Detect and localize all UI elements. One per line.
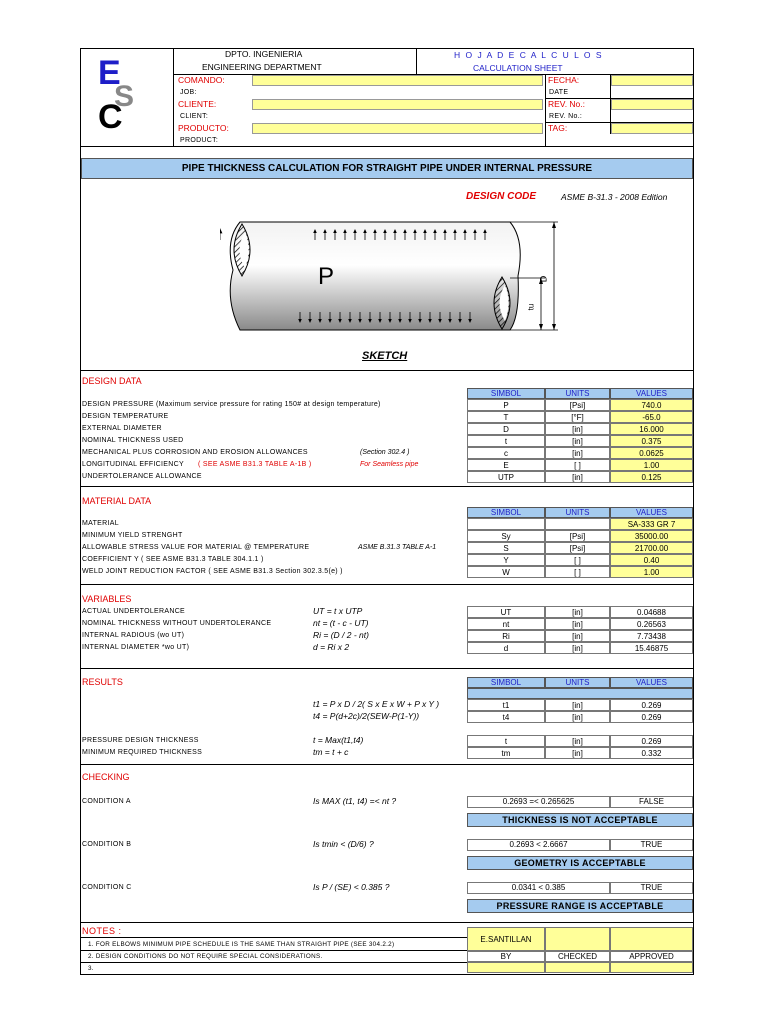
variables-unit: [in] bbox=[545, 606, 610, 618]
results-unit: [in] bbox=[545, 735, 610, 747]
dept-es: DPTO. INGENIERIA bbox=[225, 49, 303, 59]
design-data-symbol: c bbox=[467, 447, 545, 459]
results-unit: [in] bbox=[545, 699, 610, 711]
condition-result: FALSE bbox=[610, 796, 693, 808]
results-symbol: tm bbox=[467, 747, 545, 759]
label-cliente: CLIENTE: bbox=[178, 99, 217, 109]
design-data-value[interactable]: 16.000 bbox=[610, 423, 693, 435]
sketch-caption: SKETCH bbox=[362, 350, 408, 362]
note-1: 1. FOR ELBOWS MINIMUM PIPE SCHEDULE IS THE SAME THAN STRAIGHT PIPE (SEE 304.2.2) bbox=[88, 941, 395, 948]
material-data-symbol: Sy bbox=[467, 530, 545, 542]
col-simbol-3: SIMBOL bbox=[467, 677, 545, 688]
variables-label: INTERNAL RADIOUS (wo UT) bbox=[82, 632, 185, 639]
design-data-unit: [°F] bbox=[545, 411, 610, 423]
variables-label: ACTUAL UNDERTOLERANCE bbox=[82, 608, 186, 615]
results-symbol: t bbox=[467, 735, 545, 747]
svg-text:S: S bbox=[114, 80, 135, 113]
signature-checked-date[interactable] bbox=[545, 962, 610, 973]
condition-message: PRESSURE RANGE IS ACCEPTABLE bbox=[467, 899, 693, 913]
condition-label: CONDITION A bbox=[82, 798, 131, 805]
label-job: JOB: bbox=[180, 89, 197, 96]
material-data-value[interactable]: 0.40 bbox=[610, 554, 693, 566]
label-client: CLIENT: bbox=[180, 113, 209, 120]
pipe-sketch bbox=[220, 210, 560, 350]
tag-field[interactable] bbox=[611, 123, 693, 134]
design-data-symbol: P bbox=[467, 399, 545, 411]
job-field[interactable] bbox=[252, 75, 543, 86]
product-field[interactable] bbox=[252, 123, 543, 134]
design-data-label: NOMINAL THICKNESS USED bbox=[82, 437, 184, 444]
notes-heading: NOTES : bbox=[82, 926, 122, 936]
design-data-label: DESIGN TEMPERATURE bbox=[82, 413, 169, 420]
results-formula: t4 = P(d+2c)/2(SEW-P(1-Y)) bbox=[313, 711, 420, 721]
material-data-symbol: W bbox=[467, 566, 545, 578]
label-product: PRODUCT: bbox=[180, 137, 219, 144]
condition-question: Is P / (SE) < 0.385 ? bbox=[313, 882, 390, 892]
material-data-label: ALLOWABLE STRESS VALUE FOR MATERIAL @ TEMPERATURE bbox=[82, 544, 310, 551]
material-data-label: COEFFICIENT Y ( SEE ASME B31.3 TABLE 304.1.1 ) bbox=[82, 556, 264, 563]
design-data-note: For Seamless pipe bbox=[360, 461, 419, 468]
variables-symbol: UT bbox=[467, 606, 545, 618]
results-value: 0.332 bbox=[610, 747, 693, 759]
sketch-thickness-label: tu bbox=[526, 303, 536, 311]
design-data-label: DESIGN PRESSURE (Maximum service pressure for rating 150# at design temperature) bbox=[82, 401, 381, 408]
results-symbol: t4 bbox=[467, 711, 545, 723]
design-data-value[interactable]: 0.375 bbox=[610, 435, 693, 447]
signature-checked-label: CHECKED bbox=[545, 951, 610, 962]
note-3: 3. bbox=[88, 965, 94, 972]
results-value: 0.269 bbox=[610, 699, 693, 711]
design-data-heading: DESIGN DATA bbox=[82, 376, 142, 386]
results-formula: t = Max(t1,t4) bbox=[313, 735, 364, 745]
results-label: MINIMUM REQUIRED THICKNESS bbox=[82, 749, 203, 756]
signature-checked-name[interactable] bbox=[545, 927, 610, 951]
label-tag: TAG: bbox=[548, 123, 568, 133]
results-label: PRESSURE DESIGN THICKNESS bbox=[82, 737, 199, 744]
variables-symbol: nt bbox=[467, 618, 545, 630]
label-date: DATE bbox=[549, 89, 569, 96]
variables-formula: Ri = (D / 2 - nt) bbox=[313, 630, 369, 640]
col-values-3: VALUES bbox=[610, 677, 693, 688]
design-data-label-ref: ( SEE ASME B31.3 TABLE A-1B ) bbox=[198, 461, 312, 468]
material-data-unit bbox=[545, 518, 610, 530]
design-data-symbol: t bbox=[467, 435, 545, 447]
variables-value: 0.04688 bbox=[610, 606, 693, 618]
design-data-unit: [in] bbox=[545, 423, 610, 435]
condition-question: Is MAX (t1, t4) =< nt ? bbox=[313, 796, 397, 806]
col-units: UNITS bbox=[545, 388, 610, 399]
design-data-unit: [in] bbox=[545, 447, 610, 459]
signature-approved-name[interactable] bbox=[610, 927, 693, 951]
label-producto: PRODUCTO: bbox=[178, 123, 229, 133]
material-data-label: MATERIAL bbox=[82, 520, 119, 527]
material-data-value[interactable]: 21700.00 bbox=[610, 542, 693, 554]
variables-symbol: Ri bbox=[467, 630, 545, 642]
design-data-label: MECHANICAL PLUS CORROSION AND EROSION ALLOWANCES bbox=[82, 449, 308, 456]
sketch-pressure-label: P bbox=[318, 263, 335, 290]
material-data-symbol: Y bbox=[467, 554, 545, 566]
col-values: VALUES bbox=[610, 388, 693, 399]
condition-label: CONDITION C bbox=[82, 884, 132, 891]
design-data-unit: [in] bbox=[545, 471, 610, 483]
variables-unit: [in] bbox=[545, 642, 610, 654]
variables-unit: [in] bbox=[545, 630, 610, 642]
condition-question: Is tmin < (D/6) ? bbox=[313, 839, 374, 849]
results-symbol: t1 bbox=[467, 699, 545, 711]
sheet-title-es: H O J A D E C A L C U L O S bbox=[454, 50, 603, 60]
page-title: PIPE THICKNESS CALCULATION FOR STRAIGHT PIPE UNDER INTERNAL PRESSURE bbox=[81, 158, 693, 179]
design-code-label: DESIGN CODE bbox=[466, 191, 537, 202]
design-data-value[interactable]: 1.00 bbox=[610, 459, 693, 471]
design-data-value[interactable]: 0.125 bbox=[610, 471, 693, 483]
label-rev-en: REV. No.: bbox=[549, 113, 583, 120]
material-data-value[interactable]: 1.00 bbox=[610, 566, 693, 578]
design-data-unit: [ ] bbox=[545, 459, 610, 471]
company-logo bbox=[96, 54, 156, 132]
results-unit: [in] bbox=[545, 747, 610, 759]
note-2: 2. DESIGN CONDITIONS DO NOT REQUIRE SPECIAL CONSIDERATIONS. bbox=[88, 953, 323, 960]
variables-value: 7.73438 bbox=[610, 630, 693, 642]
design-data-symbol: UTP bbox=[467, 471, 545, 483]
variables-unit: [in] bbox=[545, 618, 610, 630]
variables-formula: UT = t x UTP bbox=[313, 606, 363, 616]
results-spacer bbox=[467, 688, 693, 699]
condition-message: THICKNESS IS NOT ACCEPTABLE bbox=[467, 813, 693, 827]
material-data-value[interactable]: 35000.00 bbox=[610, 530, 693, 542]
condition-result: TRUE bbox=[610, 882, 693, 894]
sketch-diameter-label: D bbox=[538, 275, 549, 283]
variables-symbol: d bbox=[467, 642, 545, 654]
condition-message: GEOMETRY IS ACCEPTABLE bbox=[467, 856, 693, 870]
results-value: 0.269 bbox=[610, 711, 693, 723]
design-data-unit: [Psi] bbox=[545, 399, 610, 411]
condition-result: TRUE bbox=[610, 839, 693, 851]
condition-compare: 0.2693 =< 0.265625 bbox=[467, 796, 610, 808]
signature-by-label: BY bbox=[467, 951, 545, 962]
material-data-symbol bbox=[467, 518, 545, 530]
design-data-symbol: E bbox=[467, 459, 545, 471]
material-data-unit: [Psi] bbox=[545, 542, 610, 554]
design-data-unit: [in] bbox=[545, 435, 610, 447]
variables-label: NOMINAL THICKNESS WITHOUT UNDERTOLERANCE bbox=[82, 620, 272, 627]
design-data-label: EXTERNAL DIAMETER bbox=[82, 425, 162, 432]
signature-approved-date[interactable] bbox=[610, 962, 693, 973]
col-values-2: VALUES bbox=[610, 507, 693, 518]
material-data-symbol: S bbox=[467, 542, 545, 554]
design-data-value[interactable]: -65.0 bbox=[610, 411, 693, 423]
design-code-value: ASME B-31.3 - 2008 Edition bbox=[561, 192, 668, 202]
results-unit: [in] bbox=[545, 711, 610, 723]
results-value: 0.269 bbox=[610, 735, 693, 747]
label-fecha: FECHA: bbox=[548, 75, 580, 85]
design-data-symbol: D bbox=[467, 423, 545, 435]
dept-en: ENGINEERING DEPARTMENT bbox=[202, 62, 322, 72]
signature-approved-label: APPROVED bbox=[610, 951, 693, 962]
label-rev-es: REV. No.: bbox=[548, 99, 586, 109]
signature-by-date[interactable] bbox=[467, 962, 545, 973]
material-data-unit: [ ] bbox=[545, 566, 610, 578]
condition-label: CONDITION B bbox=[82, 841, 132, 848]
design-data-note: (Section 302.4 ) bbox=[360, 449, 410, 456]
material-data-label: MINIMUM YIELD STRENGHT bbox=[82, 532, 183, 539]
date-field[interactable] bbox=[611, 75, 693, 86]
signature-by-name[interactable]: E.SANTILLAN bbox=[467, 927, 545, 951]
design-data-label: UNDERTOLERANCE ALLOWANCE bbox=[82, 473, 202, 480]
col-simbol: SIMBOL bbox=[467, 388, 545, 399]
rev-field[interactable] bbox=[611, 99, 693, 110]
col-simbol-2: SIMBOL bbox=[467, 507, 545, 518]
material-data-unit: [Psi] bbox=[545, 530, 610, 542]
sheet-title-en: CALCULATION SHEET bbox=[473, 63, 563, 73]
variables-value: 0.26563 bbox=[610, 618, 693, 630]
label-comando: COMANDO: bbox=[178, 75, 225, 85]
design-data-symbol: T bbox=[467, 411, 545, 423]
variables-heading: VARIABLES bbox=[82, 594, 132, 604]
checking-heading: CHECKING bbox=[82, 772, 130, 782]
material-data-heading: MATERIAL DATA bbox=[82, 496, 152, 506]
design-data-label: LONGITUDINAL EFFICIENCY bbox=[82, 461, 184, 468]
svg-text:E: E bbox=[98, 54, 121, 92]
condition-compare: 0.2693 < 2.6667 bbox=[467, 839, 610, 851]
material-data-value[interactable]: SA-333 GR 7 bbox=[610, 518, 693, 530]
variables-label: INTERNAL DIAMETER *wo UT) bbox=[82, 644, 190, 651]
svg-text:C: C bbox=[98, 98, 123, 132]
results-formula: t1 = P x D / 2( S x E x W + P x Y ) bbox=[313, 699, 440, 709]
condition-compare: 0.0341 < 0.385 bbox=[467, 882, 610, 894]
variables-value: 15.46875 bbox=[610, 642, 693, 654]
design-data-value[interactable]: 0.0625 bbox=[610, 447, 693, 459]
material-data-note: ASME B.31.3 TABLE A-1 bbox=[358, 544, 437, 551]
col-units-2: UNITS bbox=[545, 507, 610, 518]
col-units-3: UNITS bbox=[545, 677, 610, 688]
client-field[interactable] bbox=[252, 99, 543, 110]
results-heading: RESULTS bbox=[82, 677, 123, 687]
material-data-label: WELD JOINT REDUCTION FACTOR ( SEE ASME B31.3 Section 302.3.5(e) ) bbox=[82, 568, 343, 575]
variables-formula: nt = (t - c - UT) bbox=[313, 618, 369, 628]
results-formula: tm = t + c bbox=[313, 747, 349, 757]
variables-formula: d = Ri x 2 bbox=[313, 642, 350, 652]
material-data-unit: [ ] bbox=[545, 554, 610, 566]
design-data-value[interactable]: 740.0 bbox=[610, 399, 693, 411]
